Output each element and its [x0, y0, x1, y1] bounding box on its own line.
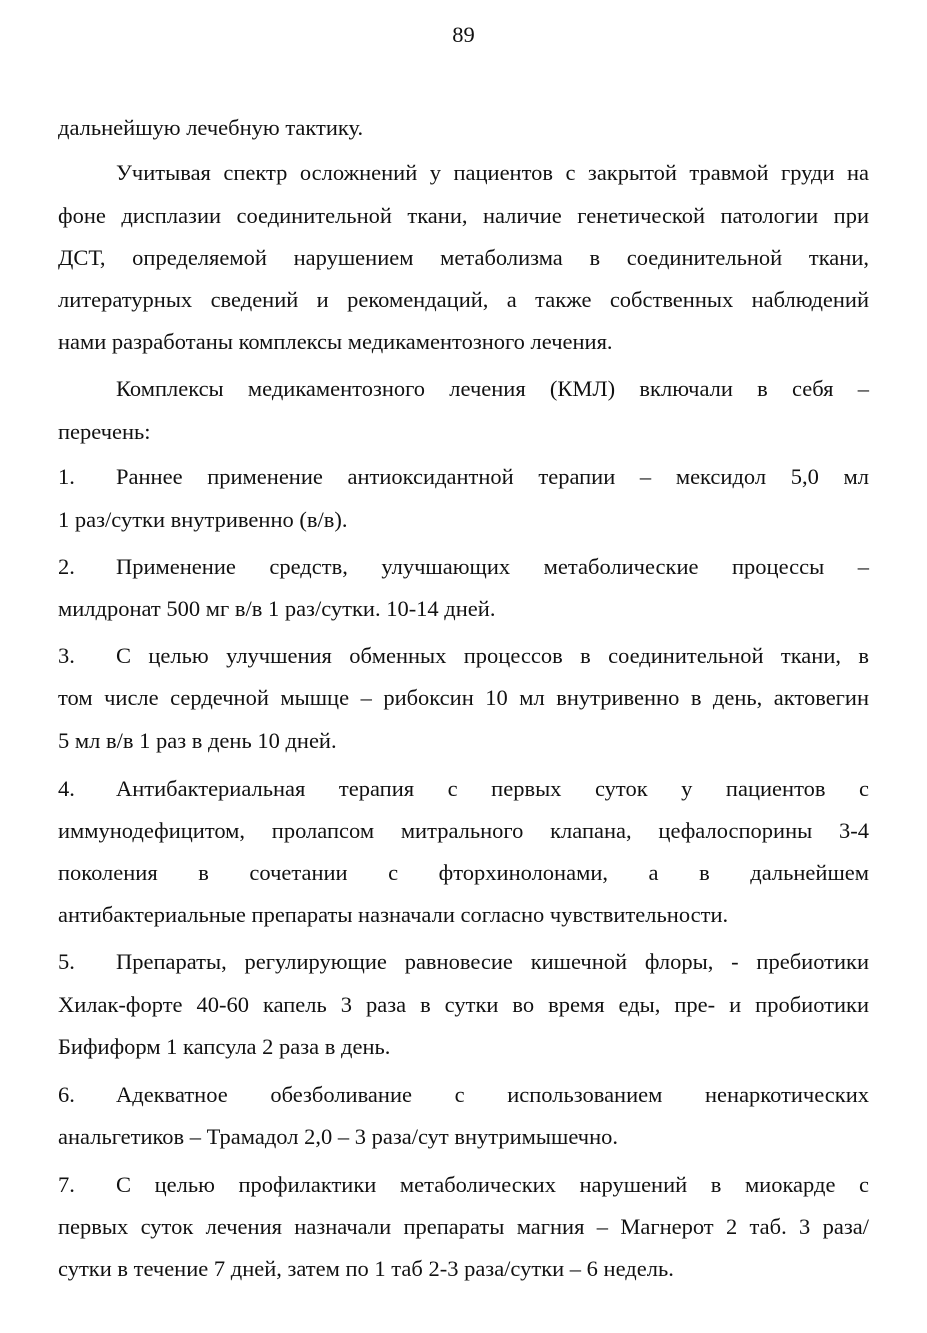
list-item-line: Применение средств, улучшающих метаболические процессы – — [116, 554, 869, 579]
list-item-line: милдронат 500 мг в/в 1 раз/сутки. 10-14 дней. — [58, 596, 496, 621]
list-item-line: Антибактериальная терапия с первых суток у пациентов с — [116, 776, 869, 801]
list-item-number: 6. — [58, 1082, 75, 1107]
page-number: 89 — [452, 22, 475, 47]
list-item-line: С целью профилактики метаболических нарушений в миокарде с — [116, 1172, 869, 1197]
list-item-line: Хилак-форте 40-60 капель 3 раза в сутки во время еды, пре- и пробиотики — [58, 992, 869, 1017]
paragraph-line: ДСТ, определяемой нарушением метаболизма в соединительной ткани, — [58, 245, 869, 270]
list-item-line: Раннее применение антиоксидантной терапии – мексидол 5,0 мл — [116, 464, 869, 489]
list-item-number: 5. — [58, 949, 75, 974]
list-item-number: 1. — [58, 464, 75, 489]
paragraph-line: литературных сведений и рекомендаций, а также собственных наблюдений — [58, 287, 869, 312]
paragraph-line: дальнейшую лечебную тактику. — [58, 115, 364, 140]
list-item-number: 2. — [58, 554, 75, 579]
list-item-line: С целью улучшения обменных процессов в соединительной ткани, в — [116, 643, 869, 668]
list-item-line: первых суток лечения назначали препараты магния – Магнерот 2 таб. 3 раза/ — [58, 1214, 869, 1239]
paragraph-line: Комплексы медикаментозного лечения (КМЛ) включали в себя – — [116, 376, 869, 401]
list-item-number: 3. — [58, 643, 75, 668]
paragraph-line: перечень: — [58, 419, 151, 444]
paragraph-line: фоне дисплазии соединительной ткани, наличие генетической патологии при — [58, 203, 869, 228]
list-item-line: Адекватное обезболивание с использованием ненаркотических — [116, 1082, 869, 1107]
list-item-line: иммунодефицитом, пролапсом митрального клапана, цефалоспорины 3-4 — [58, 818, 869, 843]
list-item-number: 7. — [58, 1172, 75, 1197]
list-item-line: 5 мл в/в 1 раз в день 10 дней. — [58, 728, 337, 753]
list-item-line: том числе сердечной мышце – рибоксин 10 мл внутривенно в день, актовегин — [58, 685, 869, 710]
list-item-line: 1 раз/сутки внутривенно (в/в). — [58, 507, 348, 532]
list-item-line: антибактериальные препараты назначали согласно чувствительности. — [58, 902, 729, 927]
list-item-line: анальгетиков – Трамадол 2,0 – 3 раза/сут внутримышечно. — [58, 1124, 619, 1149]
list-item-line: Препараты, регулирующие равновесие кишечной флоры, - пребиотики — [116, 949, 869, 974]
paragraph-line: Учитывая спектр осложнений у пациентов с закрытой травмой груди на — [116, 160, 869, 185]
list-item-number: 4. — [58, 776, 75, 801]
paragraph-line: нами разработаны комплексы медикаментозного лечения. — [58, 329, 613, 354]
list-item-line: поколения в сочетании с фторхинолонами, а в дальнейшем — [58, 860, 869, 885]
list-item-line: сутки в течение 7 дней, затем по 1 таб 2-3 раза/сутки – 6 недель. — [58, 1256, 674, 1281]
list-item-line: Бифиформ 1 капсула 2 раза в день. — [58, 1034, 391, 1059]
